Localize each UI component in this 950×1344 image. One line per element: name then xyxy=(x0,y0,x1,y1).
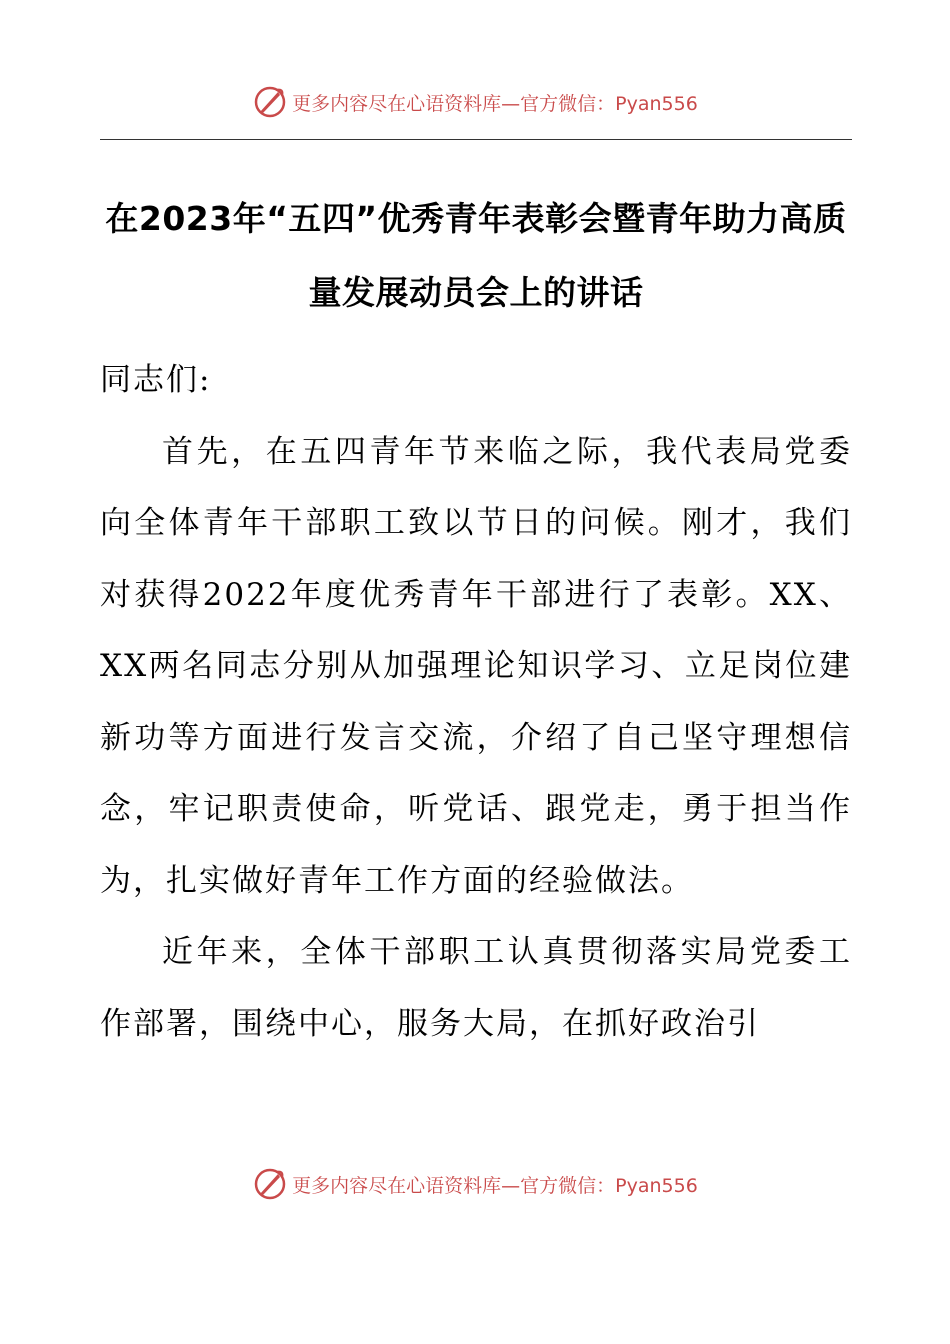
footer-watermark xyxy=(0,1162,950,1206)
footer-watermark-text: 更多内容尽在心语资料库—官方微信：Pyan556 xyxy=(292,1174,698,1197)
header-watermark-text: 更多内容尽在心语资料库—官方微信：Pyan556 xyxy=(292,92,698,115)
header-divider xyxy=(100,139,852,140)
header-watermark xyxy=(0,80,950,124)
paragraph-2: 近年来，全体干部职工认真贯彻落实局党委工作部署，围绕中心，服务大局，在抓好政治引 xyxy=(100,934,852,1042)
document-title: 在2023年“五四”优秀青年表彰会暨青年助力高质量发展动员会上的讲话 xyxy=(105,199,847,312)
quill-logo-icon xyxy=(252,84,288,120)
salutation: 同志们: xyxy=(100,362,212,398)
paragraph-1: 首先，在五四青年节来临之际，我代表局党委向全体青年干部职工致以节日的问候。刚才，我们对获得2022年度优秀青年干部进行了表彰。XX、XX两名同志分别从加强理论知识学习、立足岗位建新功等方面进行发言交流，介绍了自己坚守理想信念，牢记职责使命，听党话、跟党走，勇于担当作为，扎实做好青年工作方面的经验做法。 xyxy=(100,433,852,899)
quill-logo-icon xyxy=(252,1166,288,1202)
document-body xyxy=(100,345,852,1060)
